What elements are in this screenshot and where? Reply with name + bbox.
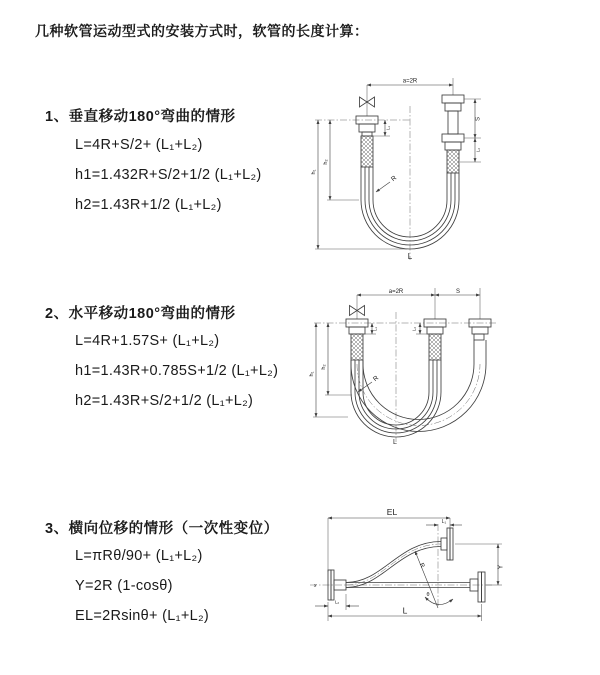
- radius-callout: [376, 174, 398, 192]
- dim-label-l1: L₁: [372, 326, 378, 332]
- braided-hose-section: [447, 150, 459, 173]
- formula-1-h1: h1=1.432R+S/2+1/2 (L₁+L₂): [75, 167, 262, 183]
- braided-hose-section: [429, 334, 441, 360]
- formula-3-length: L=πRθ/90+ (L₁+L₂): [75, 548, 203, 564]
- centerlines: [315, 106, 410, 260]
- centerlines: [314, 312, 498, 442]
- dim-label-l2: L₂: [411, 326, 417, 332]
- formula-2-h2: h2=1.43R+S/2+1/2 (L₁+L₂): [75, 393, 254, 409]
- angle-theta: [425, 592, 453, 605]
- dimension-l: [328, 599, 482, 621]
- dimension-s: [460, 99, 482, 162]
- formula-3-el: EL=2Rsinθ+ (L₁+L₂): [75, 608, 210, 624]
- dimension-l2-bottom: [315, 594, 359, 610]
- right-pipe-fitting: [442, 95, 464, 173]
- dimension-top-span: [367, 78, 453, 95]
- page-title: 几种软管运动型式的安装方式时，软管的长度计算：: [35, 23, 369, 39]
- formula-2-length: L=4R+1.57S+ (L₁+L₂): [75, 333, 220, 349]
- dimension-h2: [323, 120, 359, 200]
- dimension-h1: [309, 323, 348, 417]
- radius-label: R: [390, 174, 399, 184]
- valve-icon: [360, 85, 375, 116]
- length-label: L: [402, 605, 408, 616]
- diagram-lateral-displacement: [298, 498, 600, 643]
- formula-3-y: Y=2R (1-cosθ): [75, 578, 173, 594]
- formula-1-h2: h2=1.43R+1/2 (L₁+L₂): [75, 197, 222, 213]
- dim-label-y: Y: [497, 564, 505, 570]
- right-pipe-fitting: [469, 319, 491, 340]
- formula-1-length: L=4R+S/2+ (L₁+L₂): [75, 137, 203, 153]
- dimension-l2: [412, 323, 430, 334]
- dimension-top-span: [357, 288, 480, 319]
- diagram-vertical-180-bend: [310, 70, 600, 265]
- dimension-l1-top: [426, 519, 462, 525]
- valve-icon: [350, 295, 365, 319]
- centerlines: [310, 524, 494, 608]
- braided-hose-section: [351, 334, 363, 360]
- middle-pipe-fitting: [424, 319, 446, 360]
- dimension-el: [328, 507, 450, 572]
- hose-u-bend-position2: [351, 340, 486, 432]
- section-2-heading: 2、水平移动180°弯曲的情形: [45, 306, 236, 322]
- dimension-l1: [373, 120, 391, 136]
- dimension-h2: [321, 323, 352, 395]
- left-pipe-fitting: [346, 319, 368, 360]
- diagram-horizontal-180-bend: [308, 282, 600, 460]
- upper-right-flange: [441, 528, 453, 560]
- dim-label-s: S: [455, 289, 461, 295]
- dim-label-l2: L₂: [334, 599, 340, 605]
- section-1-heading: 1、垂直移动180°弯曲的情形: [45, 109, 236, 125]
- dimension-h1: [311, 120, 407, 249]
- axis-mark-x: x: [314, 583, 317, 589]
- dim-label-span: a=2R: [402, 78, 418, 85]
- lower-right-flange: [470, 572, 485, 602]
- dim-label-l1: L₁: [441, 519, 447, 525]
- angle-label: θ: [426, 592, 430, 598]
- dim-label-s: S: [475, 116, 482, 122]
- dim-label-h2: h₂: [321, 364, 327, 370]
- dim-label-el: EL: [386, 507, 398, 517]
- dimension-y: [455, 544, 505, 585]
- left-pipe-fitting: [356, 116, 378, 167]
- dim-label-l2: L₂: [475, 147, 481, 153]
- radius-label: R: [417, 562, 426, 569]
- braided-hose-section: [361, 136, 373, 167]
- formula-2-h1: h1=1.43R+0.785S+1/2 (L₁+L₂): [75, 363, 279, 379]
- length-label: L: [393, 439, 397, 446]
- length-label: L: [407, 252, 413, 261]
- dim-label-h1: h₁: [311, 169, 317, 175]
- section-3-heading: 3、横向位移的情形（一次性变位）: [45, 521, 279, 537]
- dim-label-h1: h₁: [309, 371, 315, 377]
- dim-label-span: a=2R: [388, 289, 404, 295]
- dim-label-h2: h₂: [323, 159, 329, 165]
- radius-callout: [415, 551, 438, 608]
- radius-label: R: [372, 374, 381, 384]
- dim-label-l1: L₁: [385, 125, 391, 131]
